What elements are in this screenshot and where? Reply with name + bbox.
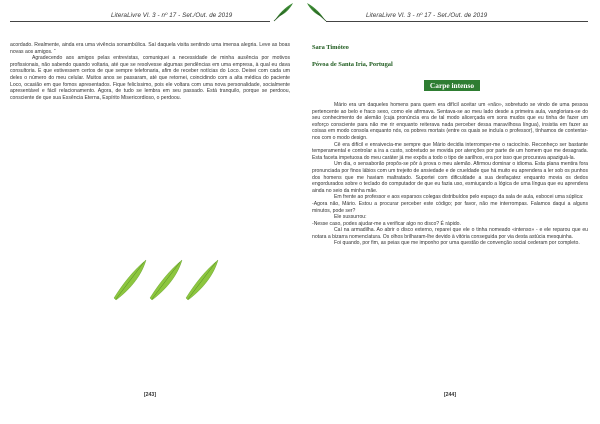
paragraph: Ele sussurrou: [334, 214, 367, 221]
paragraph: Foi quando, por fim, as peias que me imponho por uma questão de convenção social cederam por completo. [334, 240, 580, 247]
page-header [306, 8, 594, 26]
paragraph: acordado. Realmente, ainda era uma vivência sonambúlica. Saí daquela visita sentindo uma imensa alegria. Leve as boas novas aos amigos. “ [10, 42, 290, 55]
header-text: LiteraLivre Vl. 3 - nº 17 - Set./Out. de 2019 [366, 12, 488, 19]
paragraph: Cê era difícil e enraivecia-me sempre que Mário decidia interromper-me o raciocínio. Reconheço ser bastante temperamental e controlar a ira a custo, sobretudo se movida por atenções por parte de um homem que me desagrada. Esta faceta impetuosa do meu caráter já me expôs a todo o tipo de sarilhos, era por isso que procurava apaziguá-la. [312, 141, 588, 161]
feather-quill-icon [306, 2, 328, 22]
paragraph: Em frente ao professor e aos esparsos colegas distribuídos pelo espaço da sala de aula, esbocei uma súplica: [334, 194, 584, 201]
page-number: [244] [443, 392, 457, 398]
page-header [6, 8, 294, 26]
paragraph: Um dia, o sensaborão propôs-se pôr à prova o meu alemão. Afirmou dominar o idioma. Esta plana mentira fora pronunciada por finos lábios com um trejeito de ansiedade e de crueldade que há muito eu aprendera a ler sob os punhos dos homens que me haviam maltratado. Suportei com dificuldade a sua desfaçatez enquanto movia os dedos engordurados sobre o teclado do computador de que eu fazia uso, esmiuçando a lógica de uma língua que eu aprendera ainda no seio da minha mãe. [312, 161, 588, 194]
paragraph: Mário era um daqueles homens para quem era difícil aceitar um «não», sobretudo se vindo de uma pessoa pertencente ao belo e fraco sexo, como ele afirmava. Sentava-se ao meu lado desde a primeira aula, vangloriara-se do seu conhecimento de alemão (cuja pronúncia era de tal modo alicerçada em sons mudos que eu tinha de fazer um esforço consciente para não me rir enquanto reiterava nada perceber dessa maravilhosa língua), insistia em fazer as coisas em modo consola enquanto nós, os pobres mortais (entre os quais se incluía o professor), tínhamos de contentar-nos com o modo design. [312, 102, 588, 141]
header-rule [326, 21, 588, 22]
right-body-text [312, 102, 588, 247]
feather-quill-icon [272, 2, 294, 22]
header-text: LiteraLivre Vl. 3 - nº 17 - Set./Out. de 2019 [111, 12, 233, 19]
paragraph: Agradecendo aos amigos pelas entrevistas, comuniquei a necessidade de minha ausência por motivos profissionais, não sabendo quando voltaria, até que se resolvesse algumas pendências em uma empresa, à qual eu dava consultoria. E que estivessem certos de que sempre telefonaria, afim de receber notícias do Loco. Deixei com cada um deles o número do meu celular. Muitos anos se passaram, até que retornei, coincidindo com a alta médica do paciente Loco, ocasião em que fomos apresentados. Fique felicíssimo, pois ele voltara com uma nova personalidade, socialmente apresentável e fácil relacionamento. Agora, de tudo se lembra em seu passado. Está tranquilo, porque se perdoou, consciente de que sua Essência Eterna, Espírito Misericordioso, o perdoou. [10, 55, 290, 101]
paragraph: -Nesse caso, podes ajudar-me a verificar algo no disco? É rápido. [312, 220, 461, 227]
story-title: Carpe intenso [424, 80, 480, 91]
left-body-text [10, 42, 290, 101]
header-rule [10, 21, 270, 22]
author-place: Póvoa de Santa Iria, Portugal [312, 61, 393, 68]
paragraph: -Agora não, Mário. Estou a procurar perceber este código; por favor, não me interrompas. Falamos daqui a alguns minutos, pode ser? [312, 200, 588, 214]
green-leaf-icon [110, 252, 220, 302]
page-number: [243] [143, 392, 157, 398]
paragraph: Caí na armadilha. Ao abrir o disco externo, reparei que ele o tinha nomeado «intenso» - e ele reparou que eu notara a bizarra nomenclatura. Os olhos brilharam-lhe devido à vitória conseguida por via desta astúcia mesquinha. [312, 227, 588, 240]
right-page [300, 0, 600, 424]
author-name: Sara Timóteo [312, 44, 349, 51]
